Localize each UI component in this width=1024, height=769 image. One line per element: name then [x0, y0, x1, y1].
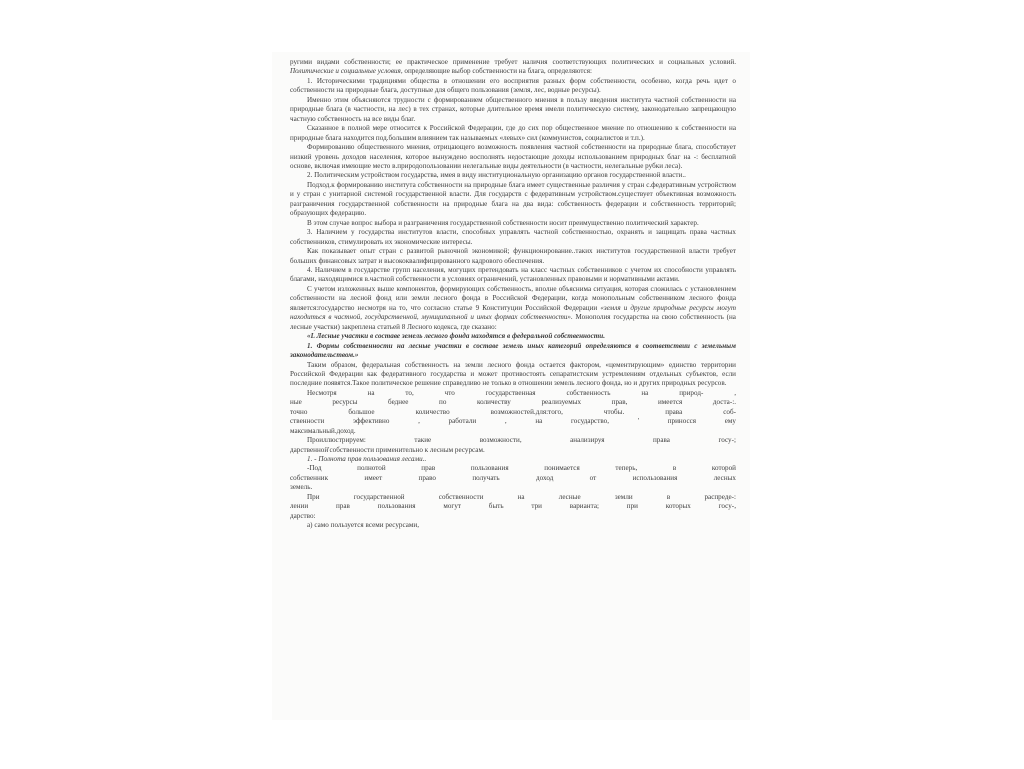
- text-run: Как показывает опыт стран с развитой рыночной экономикой; функционирование..таких институтов государственной власти требует больших финансовых затрат и высококвалифицированного кадрового обеспечения.: [290, 247, 736, 265]
- spread-line: Несмотря на то, что государственная собственность на природ- ,: [307, 388, 736, 397]
- paragraph: [290, 285, 736, 332]
- bold-italic-text: 1. Формы собственности на лесные участки в составе земель иных категорий определяются в соответствии с земельным законодательством.»: [290, 341, 736, 360]
- text-run: 2. Политическим устройством государства, имея в виду институциональную организацию органов государственной власти..: [307, 171, 686, 180]
- spread-line: собственник имеет право получать доход от использования лесных: [290, 473, 736, 482]
- text-run: 4. Наличием в государстве групп населения, могущих претендовать на класс частных собственников с учетом их способности управлять благами, находящимися в.частной собственности в условиях ограничений, установленных правовыми и нормативными актами.: [290, 265, 736, 284]
- paragraph: [290, 77, 736, 96]
- text-run: В этом случае вопрос выбора и разграничения государственной собственности носит преимущественно политический характер.: [307, 218, 699, 227]
- spread-line: -Под полнотой прав пользования понимается теперь, в которой: [307, 464, 736, 473]
- italic-text: Политические и социальные условия,: [290, 67, 403, 76]
- text-run: Формированию общественного мнения, отрицающего возможность появления частной собственности на природные блага, способствует низкий уровень доходов населения, которое вынуждено восполнять недостающие доходы использованием природных благ на -: бесплатной основе, включая имеющие место в.природопользовании нелегальные виды деятельности (в частности, нелегальные рубки леса).: [290, 143, 736, 170]
- paragraph: [290, 181, 736, 219]
- paragraph: [290, 58, 736, 77]
- text-run: ругими видами собственности; ее практическое применение требует наличия соответствующих политических и социальных условий.: [290, 58, 736, 66]
- text-run: определяющие выбор собственности на блага, определяются:: [402, 67, 592, 76]
- spread-line: ные ресурсы беднее по количеству реализуемых прав, имеется доста-:.: [290, 398, 736, 407]
- paragraph: [290, 521, 736, 530]
- bold-italic-text: «L Лесные участки в составе земель лесного фонда находятся в федеральной собственности.: [307, 332, 606, 341]
- italic-text: «земля и другие природные ресурсы могут находиться в частной, государственной, муниципальной и иных формах собственности».: [290, 303, 736, 322]
- text-run: Подход.к формированию института собственности на природные блага имеет существенные различия у стран с.федеративным устройством и у стран с унитарной системой государственной власти. Для государств с федеративным устройством.существует объективная возможность разграничения государственной собственности на природные блага на два вида: собственность федерации и собственность территорий; образующих федерацию.: [290, 180, 736, 218]
- paragraph: [290, 96, 736, 124]
- paragraph: [290, 171, 736, 180]
- paragraph: [290, 266, 736, 285]
- paragraph: [290, 332, 736, 341]
- text-run: а) само пользуется всеми ресурсами,: [307, 521, 420, 530]
- spread-line: ственности эффективно , работали , на государство, ' приносся ему: [290, 417, 736, 426]
- paragraph: [290, 143, 736, 171]
- text-run: Именно этим объясняются трудности с формированием общественного мнения в пользу введения института частной собственности на природные блага (в частности, на лес) в тех странах, которые длительное время имели политическую систему, законодательно запрещающую частную собственность на все виды благ.: [290, 95, 736, 123]
- text-run: Монополия государства на свою собственность (на лесные участки) закреплена статьей 8 Лесного кодекса, где сказано:: [290, 313, 736, 331]
- text-run: Сказанное в полной мере относится к Российской Федерации, где до сих пор общественное мнение по отношению к собственности на природные блага находится под.большим влиянием так называемых «левых» сил (коммунистов, социалистов и т.п.).: [290, 124, 736, 142]
- text-run: С учетом изложенных выше компонентов, формирующих собственность, вполне объяснима ситуация, которая сложилась с установлением собственности на лесной фонд или земли лесного фонда в Российской Федерации, когда монопольным собственником лесного фонда является:государство несмотря на то, что согласно статье 9 Конституции Российской Федерации: [290, 284, 736, 312]
- paragraph: [290, 361, 736, 389]
- paragraph: [290, 247, 736, 266]
- spread-line: Проиллюстрируем: такие возможности, анализируя права госу-;: [307, 436, 736, 445]
- document-text: [290, 58, 736, 531]
- spread-line: точно большое количество возможностей.для:того, чтобы. права соб-: [290, 407, 736, 416]
- line-tail: дарство:: [290, 511, 316, 520]
- text-run: Таким образом, федеральная собственность на земли лесного фонда остается фактором, «цементирующим» единство территории Российской Федерации как федеративного государства и может противостоять сепаратистским устремлениям отдельных субъектов, если последние появятся.Такое политическое решение справедливо не только в отношении земель лесного фонда, но и других природных ресурсов.: [290, 360, 736, 388]
- line-tail: земель.: [290, 483, 313, 492]
- text-run: 3. Наличием у государства институтов власти, способных управлять частной собственностью, охранять и защищать права частных собственников, стимулировать их экономические интересы.: [290, 228, 736, 246]
- spread-line: При государственной собственности на лесные земли в распреде-:: [307, 492, 736, 501]
- paragraph: [290, 219, 736, 228]
- line-tail: максимальный.доход.: [290, 426, 356, 435]
- italic-text: 1. - Полнота прав пользования лесами..: [307, 455, 427, 464]
- paragraph: [290, 342, 736, 361]
- paragraph: [290, 228, 736, 247]
- paragraph: [290, 455, 736, 464]
- spread-line: лении прав пользования могут быть три варианта; при которых госу-,: [290, 502, 736, 511]
- line-tail: дарственной'собственности применительно к лесным ресурсам.: [290, 445, 485, 454]
- text-run: 1. Историческими традициями общества в отношении его восприятия разных форм собственности, особенно, когда речь идет о собственности на природные блага, доступные для общего пользования (земля, лес, водные ресурсы).: [290, 76, 736, 95]
- paragraph: [290, 124, 736, 143]
